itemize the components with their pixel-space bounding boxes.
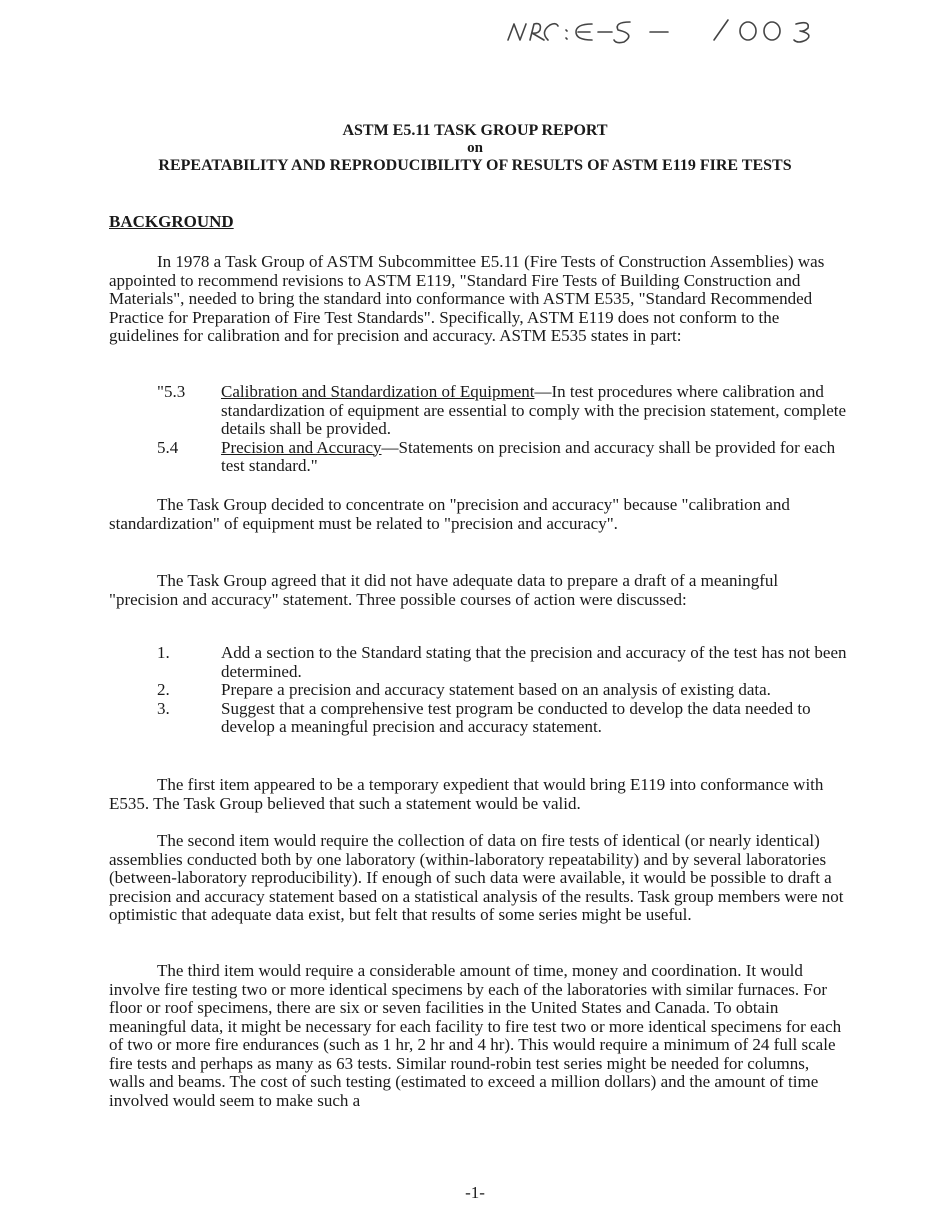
title-line-2: on	[467, 140, 483, 156]
paragraph-2: The Task Group decided to concentrate on "precision and accuracy" because "calibration and standardization" of equipment must be related to "precision and accuracy".	[109, 495, 790, 533]
action-item-1	[157, 644, 847, 681]
report-title	[100, 121, 850, 175]
quoted-section-number: 5.4	[157, 437, 179, 457]
action-number: 3.	[157, 698, 170, 718]
action-text: Add a section to the Standard stating that the precision and accuracy of the test has not been determined.	[221, 643, 847, 681]
action-text: Prepare a precision and accuracy statement based on an analysis of existing data.	[221, 680, 771, 699]
courses-of-action-list	[157, 644, 847, 737]
paragraph-1: In 1978 a Task Group of ASTM Subcommittee E5.11 (Fire Tests of Construction Assemblies) was appointed to recommend revisions to ASTM E119, "Standard Fire Tests of Building Construction and Materials", needed to bring the standard into conformance with ASTM E535, "Standard Recommended Practice for Preparation of Fire Test Standards". Specifically, ASTM E119 does not conform to the guidelines for calibration and for precision and accuracy. ASTM E535 states in part:	[109, 252, 825, 345]
quoted-section-text: —Statements on precision and accuracy shall be provided for each test standard."	[221, 437, 836, 475]
page-number: -1-	[465, 1183, 485, 1202]
handwritten-note-drawing	[500, 10, 830, 46]
quoted-sections-list	[157, 383, 847, 476]
quoted-section-number: "5.3	[157, 382, 186, 401]
quoted-section-5-3	[157, 383, 847, 439]
paragraph-4: The first item appeared to be a temporary expedient that would bring E119 into conformance with E535. The Task Group believed that such a statement would be valid.	[109, 775, 824, 813]
paragraph-6: The third item would require a considerable amount of time, money and coordination. It would involve fire testing two or more identical specimens by each of the laboratories with similar furnaces. For floor or roof specimens, there are six or seven facilities in the United States and Canada. To obtain meaningful data, it might be necessary for each facility to fire test two or more identical specimens for each of two or more fire endurances (such as 1 hr, 2 hr and 4 hr). This would require a minimum of 24 full scale fire tests and perhaps as many as 63 tests. Similar round-robin test series might be needed for columns, walls and beams. The cost of such testing (estimated to exceed a million dollars) and the amount of time involved would seem to make such a	[109, 961, 842, 1110]
handwritten-document-number	[500, 10, 830, 46]
title-line-3: REPEATABILITY AND REPRODUCIBILITY OF RESULTS OF ASTM E119 FIRE TESTS	[158, 157, 792, 174]
action-item-3	[157, 700, 847, 737]
action-item-2	[157, 681, 847, 700]
quoted-section-heading: Calibration and Standardization of Equipment	[221, 382, 535, 401]
title-line-1: ASTM E5.11 TASK GROUP REPORT	[342, 122, 608, 139]
background-heading: BACKGROUND	[109, 212, 234, 231]
quoted-section-5-4	[157, 439, 847, 476]
quoted-section-text: —In test procedures where calibration and standardization of equipment are essential to comply with the precision statement, complete details shall be provided.	[221, 382, 847, 438]
paragraph-3: The Task Group agreed that it did not have adequate data to prepare a draft of a meaningful "precision and accuracy" statement. Three possible courses of action were discussed:	[109, 571, 779, 609]
action-number: 2.	[157, 680, 170, 699]
action-text: Suggest that a comprehensive test program be conducted to develop the data needed to develop a meaningful precision and accuracy statement.	[221, 698, 811, 736]
quoted-section-heading: Precision and Accuracy	[221, 437, 382, 457]
action-number: 1.	[157, 643, 170, 662]
paragraph-5: The second item would require the collection of data on fire tests of identical (or nearly identical) assemblies conducted both by one laboratory (within-laboratory repeatability) and by several laboratories (between-laboratory reproducibility). If enough of such data were available, it would be possible to draft a precision and accuracy statement based on a statistical analysis of the results. Task group members were not optimistic that adequate data exist, but felt that results of some series might be useful.	[109, 831, 844, 924]
